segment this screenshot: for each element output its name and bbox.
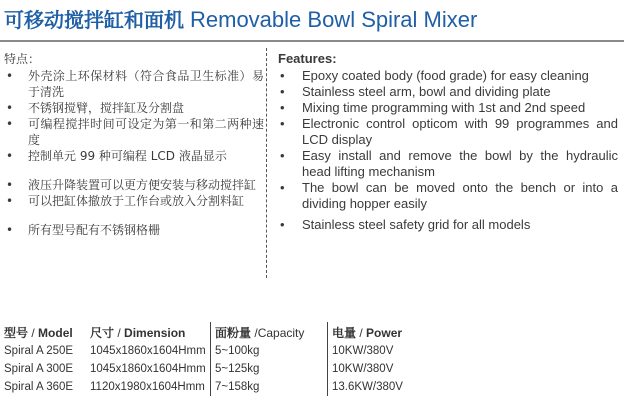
- feature-cn-item: • 不锈钢搅臂，搅拌缸及分割盘: [6, 101, 185, 115]
- cell-model: Spiral A 300E: [4, 363, 74, 375]
- feature-en-item: • Stainless steel safety grid for all models: [280, 217, 531, 232]
- specs-header-row: [4, 322, 482, 342]
- feature-en-item: • Mixing time programming with 1st and 2nd speed: [280, 100, 586, 115]
- feature-cn-item: • 所有型号配有不锈钢格栅: [6, 223, 161, 237]
- cell-capacity: 5~125kg: [211, 360, 328, 378]
- cell-model: Spiral A 360E: [4, 381, 74, 393]
- bullet-icon: •: [280, 148, 285, 163]
- feature-cn-item: • 外壳涂上环保材料（符合食品卫生标准）易于清洗: [6, 69, 264, 99]
- title-divider: [0, 40, 624, 42]
- cell-dimension: 1045x1860x1604Hmm: [90, 345, 206, 357]
- feature-cn-item: • 可编程搅拌时间可设定为第一和第二两种速度: [6, 117, 264, 147]
- cell-power: 10KW/380V: [328, 342, 483, 360]
- bullet-icon: •: [280, 217, 285, 232]
- cell-capacity: 7~158kg: [211, 378, 328, 396]
- feature-en-item: • Electronic control opticom with 99 programmes and LCD display: [280, 116, 618, 147]
- cell-capacity: 5~100kg: [211, 342, 328, 360]
- bullet-icon: •: [280, 116, 285, 131]
- bullet-icon: •: [280, 100, 285, 115]
- header-model: 型号 / Model: [4, 325, 73, 340]
- header-dimension: 尺寸 / Dimension: [90, 325, 186, 340]
- specs-table: [4, 322, 482, 396]
- bullet-icon: •: [6, 149, 14, 163]
- header-capacity: 面粉量 /Capacity: [211, 322, 328, 342]
- bullet-icon: •: [6, 178, 14, 192]
- bullet-icon: •: [280, 84, 285, 99]
- features-cn-heading: 特点：: [4, 52, 41, 66]
- column-divider: [266, 48, 267, 278]
- features-chinese: [4, 51, 264, 238]
- features-english: [278, 51, 618, 233]
- cell-dimension: 1120x1980x1604Hmm: [90, 381, 205, 393]
- feature-en-item: • Easy install and remove the bowl by the hydraulic head lifting mechanism: [280, 148, 618, 179]
- bullet-icon: •: [6, 69, 14, 83]
- table-row: [4, 378, 482, 396]
- feature-cn-item: • 可以把缸体撤放于工作台或放入分割料缸: [6, 194, 245, 208]
- feature-en-item: • Epoxy coated body (food grade) for easy cleaning: [280, 68, 589, 83]
- bullet-icon: •: [280, 180, 285, 195]
- header-power: 电量 / Power: [328, 322, 483, 342]
- bullet-icon: •: [6, 101, 14, 115]
- title-chinese: 可移动搅拌缸和面机: [4, 8, 184, 32]
- feature-cn-item: • 控制单元 99 种可编程 LCD 液晶显示: [6, 149, 227, 163]
- table-row: [4, 342, 482, 360]
- cell-model: Spiral A 250E: [4, 345, 74, 357]
- bullet-icon: •: [6, 117, 14, 131]
- title-english: Removable Bowl Spiral Mixer: [190, 7, 478, 32]
- feature-cn-item: • 液压升降装置可以更方便安装与移动搅拌缸: [6, 178, 257, 192]
- bullet-icon: •: [6, 223, 14, 237]
- page-title: [4, 5, 477, 35]
- feature-en-item: • Stainless steel arm, bowl and dividing plate: [280, 84, 551, 99]
- cell-dimension: 1045x1860x1604Hmm: [90, 363, 206, 375]
- bullet-icon: •: [6, 194, 14, 208]
- features-en-heading: Features:: [278, 51, 337, 66]
- table-row: [4, 360, 482, 378]
- feature-en-item: • The bowl can be moved onto the bench or into a dividing hopper easily: [280, 180, 618, 211]
- cell-power: 13.6KW/380V: [328, 378, 483, 396]
- bullet-icon: •: [280, 68, 285, 83]
- cell-power: 10KW/380V: [328, 360, 483, 378]
